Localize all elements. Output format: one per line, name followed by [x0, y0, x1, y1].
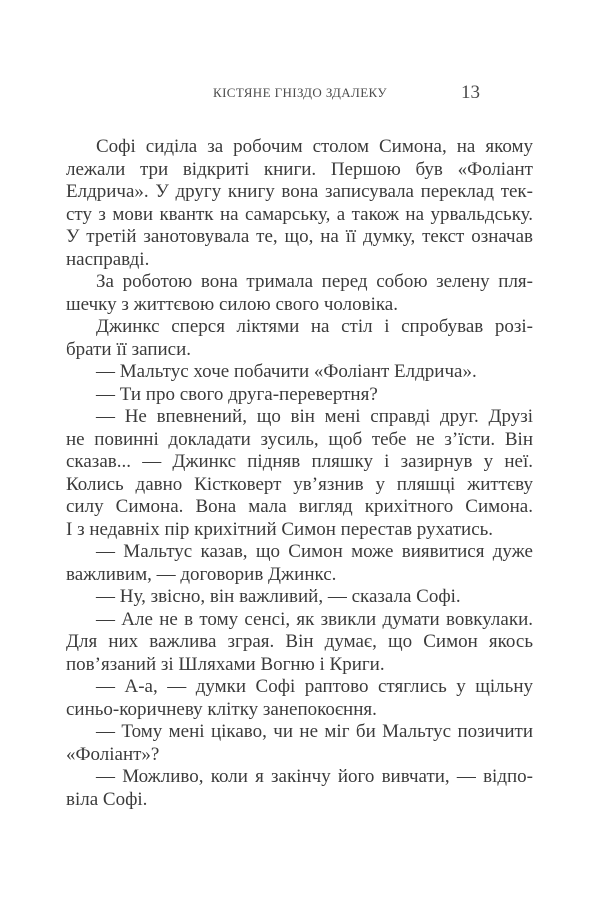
- text-line: лежали три відкриті книги. Першою був «Фоліант: [66, 158, 533, 180]
- text-line: — Тому мені цікаво, чи не міг би Мальтус позичити: [96, 721, 533, 742]
- paragraph: [66, 586, 533, 609]
- text-line: — Не впевнений, що він мені справді друг. Друзі: [96, 406, 533, 427]
- running-head: [0, 82, 600, 105]
- text-line: Для них важлива зграя. Він думає, що Симон якось: [66, 631, 533, 652]
- text-line: — Можливо, коли я закінчу його вивчати, — відпо-: [96, 766, 533, 787]
- running-title: КІСТЯНЕ ГНІЗДО ЗДАЛЕКУ: [213, 85, 387, 100]
- paragraph: [66, 136, 533, 271]
- paragraph: [66, 676, 533, 721]
- text-line: Елдрича». У другу книгу вона записувала переклад тек-: [66, 181, 533, 202]
- text-line: — Мальтус хоче побачити «Фоліант Елдрича».: [96, 361, 477, 382]
- text-line: — Але не в тому сенсі, як звикли думати вовкулаки.: [96, 608, 533, 630]
- text-block: [66, 136, 533, 811]
- text-line: сту з мови квантк на самарську, а також на урвальдську.: [66, 203, 533, 225]
- paragraph: [66, 384, 533, 407]
- text-line: шечку з життєвою силою свого чоловіка.: [66, 293, 398, 315]
- paragraph: [66, 271, 533, 316]
- text-line: сказав... — Джинкс підняв пляшку і зазирнув у неї.: [66, 451, 533, 472]
- text-line: віла Софі.: [66, 788, 148, 810]
- paragraph: [66, 541, 533, 586]
- text-line: Джинкс сперся ліктями на стіл і спробував розі-: [96, 316, 533, 337]
- paragraph: [66, 766, 533, 811]
- text-line: важливим, — договорив Джинкс.: [66, 563, 337, 585]
- text-line: — А-а, — думки Софі раптово стяглись у щільну: [96, 676, 533, 697]
- paragraph: [66, 316, 533, 361]
- page-number: 13: [461, 82, 480, 103]
- text-line: брати її записи.: [66, 338, 192, 360]
- paragraph: [66, 406, 533, 541]
- text-line: І з недавніх пір крихітний Симон перестав рухатись.: [66, 518, 494, 540]
- text-line: синьо-коричневу клітку занепокоєння.: [66, 698, 377, 720]
- text-line: насправді.: [66, 248, 150, 270]
- paragraph: [66, 721, 533, 766]
- text-line: У третій занотовувала те, що, на її думку, текст означав: [66, 226, 533, 247]
- text-line: пов’язаний зі Шляхами Вогню і Криги.: [66, 653, 385, 675]
- text-line: Софі сиділа за робочим столом Симона, на якому: [96, 136, 533, 157]
- paragraph: [66, 609, 533, 677]
- text-line: — Ну, звісно, він важливий, — сказала Софі.: [96, 586, 461, 607]
- text-line: — Ти про свого друга-перевертня?: [96, 383, 378, 405]
- text-line: Колись давно Кістковерт ув’язнив у пляшці життєву: [66, 473, 533, 495]
- text-line: За роботою вона тримала перед собою зелену пля-: [96, 271, 533, 292]
- text-line: силу Симона. Вона мала вигляд крихітного Симона.: [66, 496, 533, 517]
- text-line: «Фоліант»?: [66, 743, 160, 765]
- text-line: не повинні докладати зусиль, щоб тебе не з’їсти. Він: [66, 428, 533, 450]
- text-line: — Мальтус казав, що Симон може виявитися дуже: [96, 541, 533, 562]
- paragraph: [66, 361, 533, 384]
